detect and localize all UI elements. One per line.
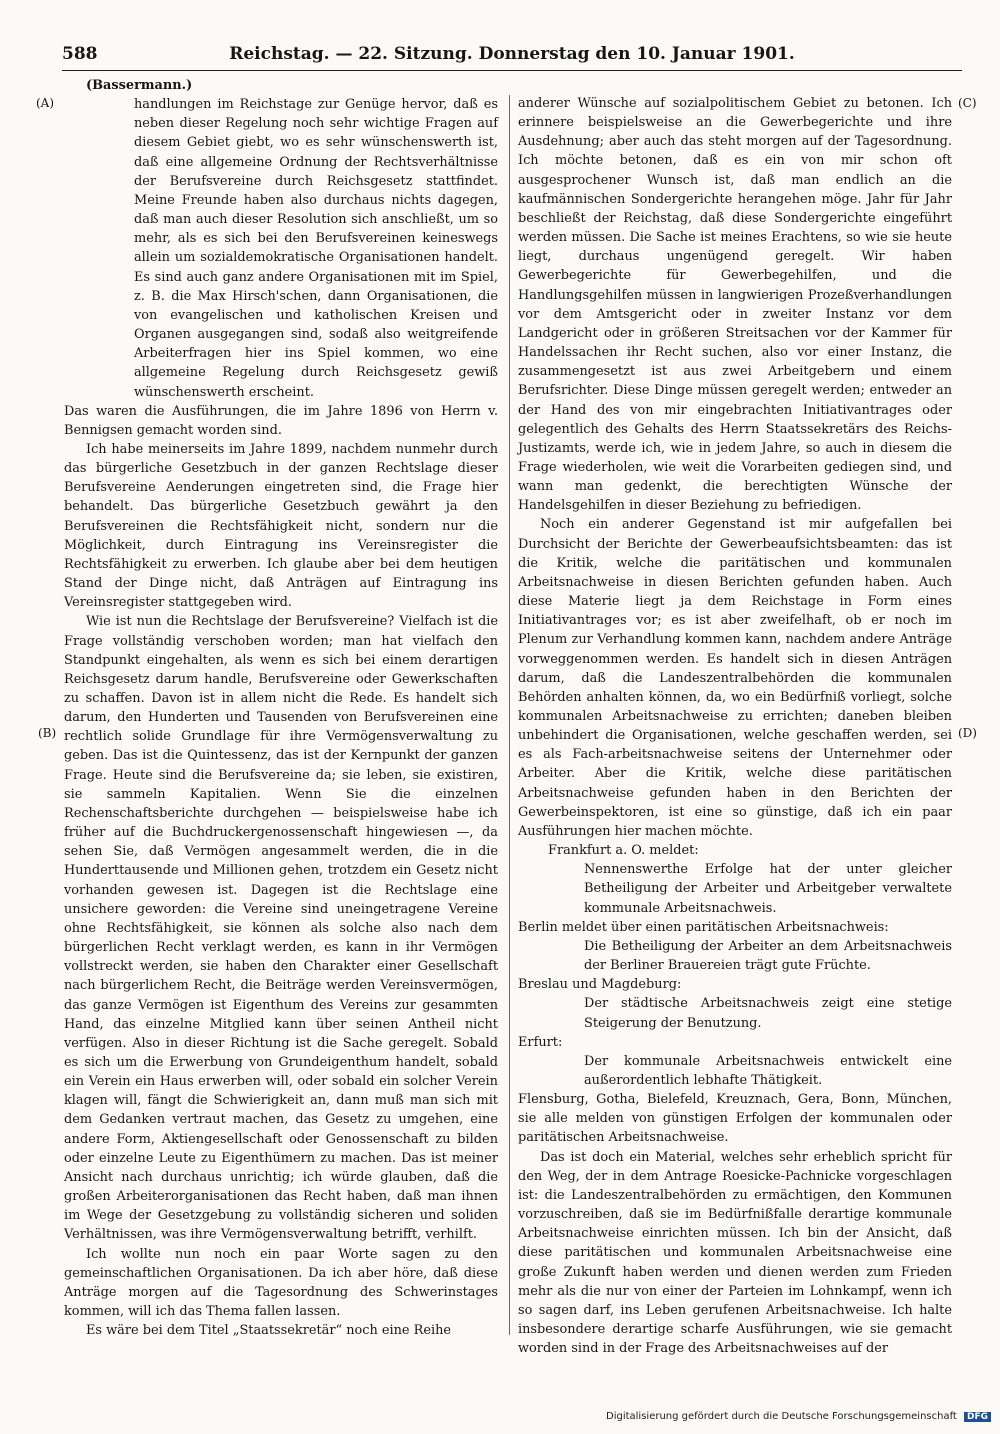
- margin-marker-a: (A): [36, 96, 55, 110]
- report-quote: Der städtische Arbeitsnachweis zeigt eine stetige Steigerung der Benutzung.: [584, 996, 952, 1031]
- dfg-logo: DFG: [964, 1412, 991, 1422]
- paragraph: handlungen im Reichstage zur Genüge hervor, daß es neben dieser Regelung noch sehr wichtige Fragen auf diesem Gebiet giebt, wo es sehr wünschenswerth ist, daß eine allgemeine Ordnung der Rechtsverhältnisse der Berufsvereine durch Reichsgesetz stattfindet. Meine Freunde haben also durchaus nichts dagegen, daß man auch dieser Resolution sich anschließt, um so mehr, als es sich bei den Berufsvereinen keineswegs allein um sozialdemokratische Organisationen handelt. Es sind auch ganz andere Organisationen mit im Spiel, z. B. die Max Hirsch'schen, dann Organisationen, die von evangelischen und katholischen Kreisen und Organen ausgegangen sind, sodaß also weitgreifende Arbeiterfragen hier ins Spiel kommen, wo eine allgemeine Regelung durch Reichsgesetz gewiß wünschenswerth erscheint.: [134, 97, 498, 400]
- margin-marker-c: (C): [958, 96, 977, 110]
- right-column: [518, 94, 952, 1358]
- paragraph: Flensburg, Gotha, Bielefeld, Kreuznach, Gera, Bonn, München, sie alle melden von günstigen Erfolgen der kommunalen oder paritätischen Arbeitsnachweise.: [518, 1092, 952, 1146]
- margin-marker-d: (D): [958, 726, 977, 740]
- paragraph: Wie ist nun die Rechtslage der Berufsvereine? Vielfach ist die Frage vollständig verschoben worden; man hat vielfach den Standpunkt eingehalten, als wenn es sich bei einem derartigen Reichsgesetz darum handle, Berufsvereine oder Gewerkschaften zu schaffen. Davon ist in allem nicht die Rede. Es handelt sich darum, den Hunderten und Tausenden von Berufsvereinen eine rechtlich solide Grundlage für ihre Vermögensverwaltung zu geben. Das ist die Quintessenz, das ist der Kernpunkt der ganzen Frage. Heute sind die Berufsvereine da; sie leben, sie existiren, sie sammeln Kapitalien. Wenn Sie die einzelnen Rechenschaftsberichte durchgehen — beispielsweise habe ich früher auf die Buchdruckergenossenschaft hingewiesen —, da sehen Sie, daß Vermögen angesammelt werden, die in die Hunderttausende und Millionen gehen, trotzdem ein Gesetz nicht vorhanden gewesen ist. Dagegen ist die Rechtslage eine unsichere geworden: die Vereine sind uneingetragene Vereine ohne Rechtsfähigkeit, sie können als solche also nach dem bürgerlichen Recht verklagt werden, es kann in ihr Vermögen vollstreckt werden, sie haben den Charakter einer Gesellschaft nach bürgerlichem Recht, die Beiträge werden Vereinsvermögen, das ganze Vermögen ist Eigenthum des Vereins zur gesammten Hand, das einzelne Mitglied kann über seinen Antheil nicht verfügen. Also in dieser Richtung ist die Sache geregelt. Sobald es sich um die Erwerbung von Grundeigenthum handelt, sobald ein Verein ein Haus erwerben will, oder sobald ein solcher Verein klagen will, fängt die Schwierigkeit an, dann muß man sich mit dem Gedanken vertraut machen, das Gesetz zu umgehen, eine andere Form, Aktiengesellschaft oder Genossenschaft zu bilden oder einzelne Leute zu Eigenthümern zu machen. Das ist meiner Ansicht nach durchaus unrichtig; ich würde glauben, daß die großen Arbeiterorganisationen das Recht haben, daß man ihnen im Wege der Gesetzgebung zu vollständig sicheren und soliden Verhältnissen, was ihre Vermögensverwaltung betrifft, verhilft.: [64, 614, 498, 1243]
- footer-credit: Digitalisierung gefördert durch die Deutsche Forschungsgemeinschaft: [606, 1411, 957, 1422]
- report-quote: Die Betheiligung der Arbeiter an dem Arbeitsnachweis der Berliner Brauereien trägt gute Früchte.: [584, 938, 952, 974]
- speaker-name: (Bassermann.): [86, 78, 193, 93]
- header-rule: [62, 70, 962, 71]
- column-divider: [509, 95, 510, 1335]
- paragraph: Es wäre bei dem Titel „Staatssekretär“ noch eine Reihe: [86, 1323, 452, 1339]
- paragraph: Ich habe meinerseits im Jahre 1899, nachdem nunmehr durch das bürgerliche Gesetzbuch in der ganzen Rechtslage dieser Berufsvereine Aenderungen eingetreten sind, die Frage hier behandelt. Das bürgerliche Gesetzbuch gewährt ja den Berufsvereinen die Rechtsfähigkeit nicht, sondern nur die Möglichkeit, durch Eintragung ins Vereinsregister die Rechtsfähigkeit zu erwerben. Ich glaube aber bei dem heutigen Stand der Dinge nicht, daß Anträgen auf Eintragung ins Vereinsregister stattgegeben wird.: [64, 441, 498, 611]
- paragraph: Noch ein anderer Gegenstand ist mir aufgefallen bei Durchsicht der Berichte der Gewerbeaufsichtsbeamten: das ist die Kritik, welche die paritätischen und kommunalen Arbeitsnachweise in diesen Berichten gefunden haben. Auch diese Materie liegt ja dem Reichstage in Form eines Initiativantrages vor; es ist aber zweifelhaft, ob er noch im Plenum zur Verhandlung kommen kann, nachdem andere Anträge vorweggenommen werden. Es handelt sich in diesen Anträgen darum, daß die Landeszentralbehörden die kommunalen Behörden anhalten können, da, wo ein Bedürfniß vorliegt, solche kommunalen Arbeitsnachweise zu errichten; daneben bleiben unbehindert die Organisationen, welche geschaffen werden, sei es als Fach-arbeitsnachweise seitens der Unternehmer oder Arbeiter. Aber die Kritik, welche diese paritätischen Arbeitsnachweise gefunden haben in den Berichten der Gewerbeinspektoren, ist eine so günstige, daß ich ein paar Ausführungen hier machen möchte.: [518, 517, 952, 839]
- report-source: Frankfurt a. O. meldet:: [548, 843, 699, 859]
- report-quote: Nennenswerthe Erfolge hat der unter gleicher Betheiligung der Arbeiter und Arbeitgeber verwaltete kommunale Arbeitsnachweis.: [584, 862, 952, 916]
- paragraph: Ich wollte nun noch ein paar Worte sagen zu den gemeinschaftlichen Organisationen. Da ich aber höre, daß diese Anträge morgen auf die Tagesordnung des Schwerinstages kommen, will ich das Thema fallen lassen.: [64, 1246, 498, 1319]
- page-number: 588: [62, 44, 98, 64]
- report-source: Breslau und Magdeburg:: [518, 977, 682, 993]
- page-header: [62, 44, 962, 68]
- left-column: [64, 76, 498, 1340]
- paragraph: Das ist doch ein Material, welches sehr erheblich spricht für den Weg, der in dem Antrage Roesicke-Pachnicke vorgeschlagen ist: die Landeszentralbehörden zu ermächtigen, den Kommunen vorzuschreiben, daß sie im Bedürfnißfalle derartige kommunale Arbeitsnachweise einrichten müssen. Ich bin der Ansicht, daß diese paritätischen und kommunalen Arbeitsnachweise eine große Zukunft haben werden und dienen werden zum Frieden mehr als die nur von einer der Parteien im Lohnkampf, wenn ich so sagen darf, ins Leben gerufenen Arbeitsnachweise. Ich halte insbesondere derartige scharfe Ausführungen, wie sie gemacht worden sind in der Frage des Arbeitsnachweises auf der: [518, 1149, 952, 1357]
- running-title: Reichstag. — 22. Sitzung. Donnerstag den 10. Januar 1901.: [229, 44, 795, 64]
- report-source: Erfurt:: [518, 1034, 563, 1050]
- paragraph: Das waren die Ausführungen, die im Jahre 1896 von Herrn v. Bennigsen gemacht worden sind.: [64, 403, 498, 438]
- paragraph: anderer Wünsche auf sozialpolitischem Gebiet zu betonen. Ich erinnere beispielsweise an die Gewerbegerichte und ihre Ausdehnung; aber auch das steht morgen auf der Tagesordnung. Ich möchte betonen, daß es ein von mir schon oft ausgesprochener Wunsch ist, daß man endlich an die kaufmännischen Sondergerichte herangehen möge. Jahr für Jahr beschließt der Reichstag, daß diese Sondergerichte eingeführt werden müssen. Die Sache ist meines Erachtens, so wie sie heute liegt, durchaus ungenügend geregelt. Wir haben Gewerbegerichte für Gewerbegehilfen, und die Handlungsgehilfen müssen in langwierigen Prozeßverhandlungen vor dem Amtsgericht oder in zweiter Instanz vor dem Landgericht oder in größeren Streitsachen vor der Kammer für Handelssachen ihr Recht suchen, also vor einer Instanz, die zusammengesetzt ist aus zwei Arbeitgebern und einem Berufsrichter. Diese Dinge müssen geregelt werden; entweder an der Hand des von mir eingebrachten Initiativantrages oder gelegentlich des Gehalts des Herrn Staatssekretärs des Reichs-Justizamts, werde ich, wie in jedem Jahre, so auch in diesem die Frage wiederholen, wie weit die Vorarbeiten gediegen sind, und wann man gedenkt, die berechtigten Wünsche der Handelsgehilfen in dieser Beziehung zu befriedigen.: [518, 96, 952, 514]
- report-source: Berlin meldet über einen paritätischen Arbeitsnachweis:: [518, 919, 889, 935]
- report-quote: Der kommunale Arbeitsnachweis entwickelt eine außerordentlich lebhafte Thätigkeit.: [584, 1053, 952, 1088]
- margin-marker-b: (B): [38, 726, 57, 740]
- digitization-footer: [606, 1411, 991, 1422]
